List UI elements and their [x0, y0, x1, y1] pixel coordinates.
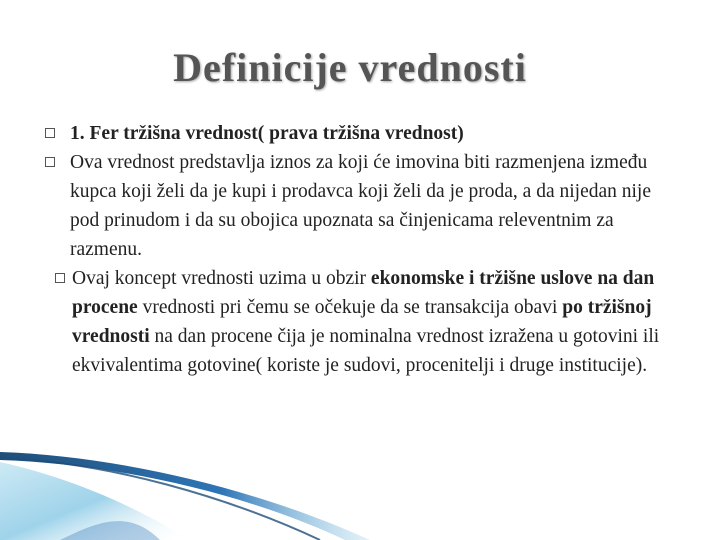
- bullet-item-2: [45, 148, 685, 264]
- bullet-text-3c: na dan procene čija je nominalna vrednost izražena u gotovini ili ekvivalentima gotovine( koriste je sudovi, procenitelji i druge institucije).: [72, 326, 660, 376]
- slide-title: Definicije vrednosti: [173, 45, 527, 90]
- slide-content: [45, 119, 685, 380]
- bullet-text-3-bold-a: ekonomske i tržišne uslove na dan procene: [72, 268, 655, 318]
- square-bullet-icon: [45, 128, 55, 138]
- square-bullet-icon: [45, 157, 55, 167]
- bullet-item-3: [45, 264, 685, 380]
- bullet-text-3a: Ovaj koncept vrednosti uzima u obzir: [72, 268, 371, 289]
- bullet-text-2: Ova vrednost predstavlja iznos za koji će imovina biti razmenjena između kupca koji želi da je kupi i prodavca koji želi da je proda, a da nijedan nije pod prinudom i da su obojica upoznata sa činjenicama releventnim za razmenu.: [70, 152, 651, 260]
- bullet-text-3b: vrednosti pri čemu se očekuje da se transakcija obavi: [137, 297, 563, 318]
- bullet-item-1: [45, 119, 685, 148]
- bullet-text-1: 1. Fer tržišna vrednost( prava tržišna vrednost): [70, 123, 464, 144]
- square-bullet-icon: [55, 273, 65, 283]
- decorative-wave: [0, 440, 720, 540]
- bullet-text-3-bold-b: po tržišnoj vrednosti: [72, 297, 652, 347]
